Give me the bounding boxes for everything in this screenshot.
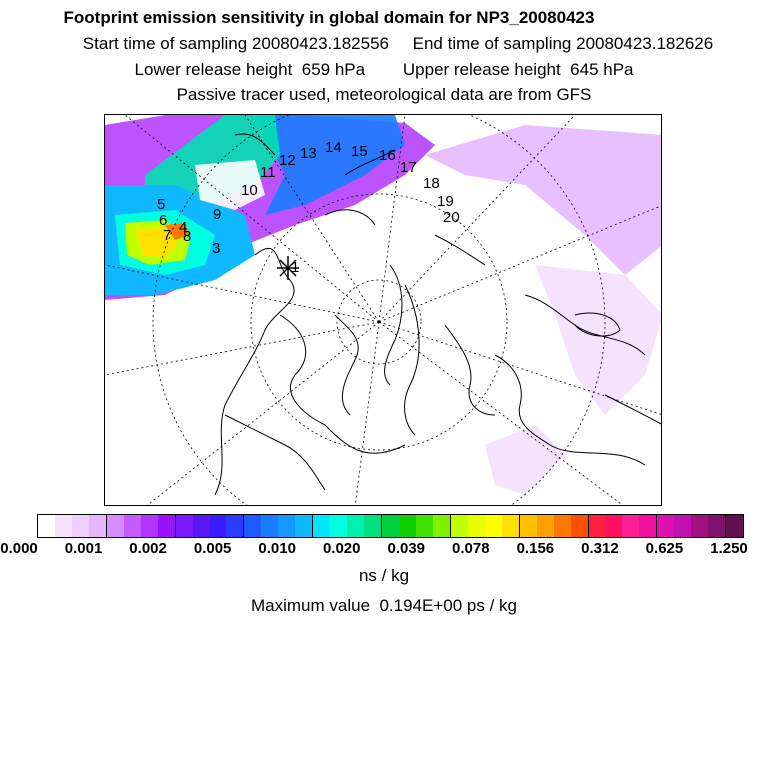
- colorbar-swatch: [468, 515, 485, 537]
- trajectory-label: 15: [351, 143, 368, 160]
- colorbar-tick-label: 0.312: [581, 540, 619, 557]
- colorbar-tick-label: 0.000: [0, 540, 38, 557]
- plot-title: Footprint emission sensitivity in global domain for NP3_20080423: [63, 8, 595, 27]
- colorbar-tick-label: 0.005: [193, 540, 232, 557]
- colorbar-swatch: [89, 515, 107, 537]
- colorbar-swatch: [55, 515, 72, 537]
- colorbar-tick-label: 0.625: [645, 540, 684, 557]
- colorbar-tick-label: 1.250: [710, 540, 748, 557]
- trajectory-label: 3: [212, 240, 221, 257]
- trajectory-label: 16: [379, 147, 396, 164]
- colorbar-swatch: [520, 515, 537, 537]
- colorbar-swatch: [244, 515, 261, 537]
- colorbar-tick-label: 0.156: [516, 540, 555, 557]
- colorbar-swatch: [141, 515, 158, 537]
- colorbar-ticks: [0, 540, 768, 560]
- colorbar-swatch: [330, 515, 347, 537]
- lower-height-label: Lower release height 659 hPa: [134, 60, 366, 79]
- colorbar: [37, 514, 744, 538]
- trajectory-label: 4: [179, 219, 188, 236]
- colorbar-tick-label: 0.002: [129, 540, 167, 557]
- colorbar-swatch: [226, 515, 244, 537]
- colorbar-swatch: [571, 515, 589, 537]
- trajectory-label: 17: [400, 159, 417, 176]
- trajectory-label: 18: [423, 175, 440, 192]
- colorbar-swatch: [691, 515, 708, 537]
- trajectory-label: 20: [443, 209, 460, 226]
- trajectory-label: 5: [157, 196, 166, 213]
- colorbar-tick-label: 0.001: [64, 540, 103, 557]
- colorbar-swatch: [537, 515, 554, 537]
- colorbar-swatch: [72, 515, 89, 537]
- start-time-label: Start time of sampling 20080423.182556: [82, 34, 390, 53]
- trajectory-label: 8: [183, 228, 192, 245]
- colorbar-swatch: [622, 515, 639, 537]
- colorbar-swatch: [399, 515, 416, 537]
- end-time-label: End time of sampling 20080423.182626: [412, 34, 714, 53]
- trajectory-label: 7: [163, 227, 172, 244]
- colorbar-swatch: [382, 515, 399, 537]
- maximum-value-text: Maximum value 0.194E+00 ps / kg: [251, 596, 517, 615]
- colorbar-swatch: [107, 515, 124, 537]
- trajectory-label: 14: [325, 139, 342, 156]
- footprint-plume: [105, 115, 662, 495]
- colorbar-swatch: [313, 515, 330, 537]
- trajectory-label: 19: [437, 193, 454, 210]
- colorbar-swatch: [589, 515, 606, 537]
- colorbar-swatch: [708, 515, 726, 537]
- colorbar-swatch: [364, 515, 382, 537]
- colorbar-swatch: [278, 515, 295, 537]
- colorbar-unit: ns / kg: [358, 566, 410, 585]
- colorbar-swatch: [674, 515, 691, 537]
- trajectory-label: 12: [279, 152, 296, 169]
- colorbar-swatch: [554, 515, 571, 537]
- colorbar-swatch: [38, 515, 55, 537]
- colorbar-swatch: [502, 515, 520, 537]
- colorbar-swatch: [295, 515, 313, 537]
- trajectory-label: 9: [213, 206, 222, 223]
- upper-height-label: Upper release height 645 hPa: [402, 60, 634, 79]
- colorbar-swatch: [261, 515, 278, 537]
- trajectory-label: 10: [241, 182, 258, 199]
- colorbar-tick-label: 0.078: [452, 540, 490, 557]
- release-height-line: [0, 60, 768, 80]
- colorbar-swatch: [193, 515, 210, 537]
- colorbar-swatch: [451, 515, 468, 537]
- colorbar-swatch: [124, 515, 141, 537]
- trajectory-label: 11: [260, 164, 276, 181]
- colorbar-swatch: [605, 515, 622, 537]
- colorbar-tick-label: 0.020: [322, 540, 361, 557]
- footprint-map: [104, 114, 662, 506]
- map-canvas: [105, 115, 662, 506]
- colorbar-swatch: [176, 515, 193, 537]
- colorbar-swatch: [639, 515, 657, 537]
- trajectory-label: 6: [159, 212, 168, 229]
- trajectory-label: 13: [300, 145, 317, 162]
- trajectory-label: 1: [291, 259, 300, 276]
- colorbar-tick-label: 0.039: [387, 540, 426, 557]
- colorbar-swatch: [416, 515, 433, 537]
- colorbar-swatch: [726, 515, 743, 537]
- colorbar-swatch: [657, 515, 674, 537]
- colorbar-swatch: [485, 515, 502, 537]
- sampling-time-line: [14, 34, 768, 54]
- colorbar-swatch: [347, 515, 364, 537]
- colorbar-swatch: [210, 515, 227, 537]
- tracer-info: Passive tracer used, meteorological data are from GFS: [176, 85, 592, 104]
- colorbar-swatch: [158, 515, 176, 537]
- colorbar-swatch: [433, 515, 451, 537]
- colorbar-tick-label: 0.010: [258, 540, 296, 557]
